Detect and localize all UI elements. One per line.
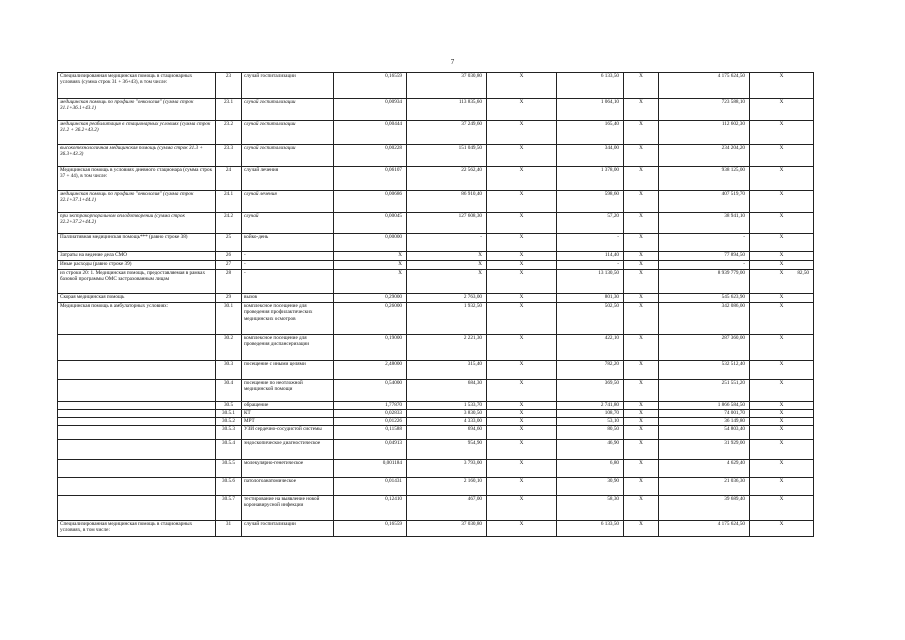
budget-per-capita-cell: X: [487, 426, 557, 440]
row-name-cell: [58, 410, 216, 418]
budget-total-cell: X: [624, 426, 659, 440]
budget-total-cell: X: [624, 380, 659, 402]
oms-per-capita-cell: 344,00: [557, 145, 624, 167]
budget-per-capita-cell: X: [487, 213, 557, 234]
row-code-cell: 29: [216, 294, 242, 303]
cost-per-unit-cell: 86 910,40: [407, 191, 487, 213]
budget-per-capita-cell: X: [487, 496, 557, 521]
volume-cell: X: [334, 261, 407, 270]
oms-per-capita-cell: 30,90: [557, 478, 624, 496]
table-row: [58, 335, 814, 361]
row-code-cell: 30.3: [216, 361, 242, 380]
row-name-cell: Паллиативная медицинская помощь*** (равно строке 38): [58, 234, 216, 252]
oms-total-cell: 938 125,00: [659, 167, 750, 191]
oms-per-capita-cell: 369,50: [557, 380, 624, 402]
cost-per-unit-cell: 37 249,60: [407, 121, 487, 145]
row-code-cell: 26: [216, 252, 242, 261]
table-row: [58, 145, 814, 167]
table-row: [58, 294, 814, 303]
row-unit-cell: УЗИ сердечно-сосудистой системы: [242, 426, 334, 440]
budget-per-capita-cell: X: [487, 234, 557, 252]
row-name-cell: [58, 402, 216, 410]
budget-total-cell: X: [624, 460, 659, 478]
oms-total-cell: 251 551,20: [659, 380, 750, 402]
oms-per-capita-cell: 2 741,80: [557, 402, 624, 410]
volume-cell: 1,77870: [334, 402, 407, 410]
budget-per-capita-cell: X: [487, 167, 557, 191]
row-name-cell: Иные расходы (равно строке 39): [58, 261, 216, 270]
volume-cell: 0,00228: [334, 145, 407, 167]
table-row: [58, 426, 814, 440]
volume-cell: 0,11588: [334, 426, 407, 440]
table-row: [58, 121, 814, 145]
row-code-cell: 25: [216, 234, 242, 252]
row-code-cell: 30.5.4: [216, 440, 242, 460]
row-unit-cell: комплексное посещение для проведения профилактических медицинских осмотров: [242, 303, 334, 335]
table-row: [58, 234, 814, 252]
volume-cell: 0,16559: [334, 73, 407, 99]
volume-cell: 0,06107: [334, 167, 407, 191]
oms-total-cell: 723 588,10: [659, 99, 750, 121]
oms-per-capita-cell: 422,10: [557, 335, 624, 361]
row-name-cell: [58, 440, 216, 460]
cost-per-unit-cell: 684,30: [407, 380, 487, 402]
row-name-cell: [58, 361, 216, 380]
page-number: 7: [450, 58, 455, 66]
budget-total-cell: X: [624, 478, 659, 496]
row-name-cell: [58, 426, 216, 440]
oms-per-capita-cell: 108,70: [557, 410, 624, 418]
budget-total-cell: X: [624, 270, 659, 294]
budget-total-cell: X: [624, 73, 659, 99]
row-code-cell: 23.1: [216, 99, 242, 121]
row-unit-cell: случай: [242, 213, 334, 234]
volume-cell: 0,54000: [334, 380, 407, 402]
budget-per-capita-cell: X: [487, 380, 557, 402]
row-code-cell: 24.1: [216, 191, 242, 213]
budget-per-capita-cell: X: [487, 261, 557, 270]
row-code-cell: 30.5.5: [216, 460, 242, 478]
percent-cell: X: [750, 418, 814, 426]
cost-per-unit-cell: 4 333,00: [407, 418, 487, 426]
oms-per-capita-cell: 6 133,50: [557, 521, 624, 537]
percent-cell: X: [750, 335, 814, 361]
oms-total-cell: 54 803,40: [659, 426, 750, 440]
percent-cell: [750, 270, 814, 294]
row-name-cell: Специализированная медицинская помощь в стационарных условиях (сумма строк 31 + 36+43), в том числе:: [58, 73, 216, 99]
volume-cell: 0,04913: [334, 440, 407, 460]
row-unit-cell: случай лечения: [242, 167, 334, 191]
oms-per-capita-cell: 114,40: [557, 252, 624, 261]
row-code-cell: 23.3: [216, 145, 242, 167]
percent-cell: X: [750, 234, 814, 252]
table-row: [58, 213, 814, 234]
table-row: [58, 252, 814, 261]
percent-cell: X: [750, 426, 814, 440]
row-unit-cell: комплексное посещение для проведения диспансеризации: [242, 335, 334, 361]
row-name-cell: медицинская помощь по профилю "онкология" (сумма строк 32.1+37.1+44.1): [58, 191, 216, 213]
budget-per-capita-cell: X: [487, 99, 557, 121]
budget-total-cell: X: [624, 213, 659, 234]
x-mark: X: [779, 270, 784, 276]
row-unit-cell: случай госпитализации: [242, 521, 334, 537]
volume-cell: 0,001184: [334, 460, 407, 478]
cost-per-unit-cell: 2 763,00: [407, 294, 487, 303]
row-code-cell: 31: [216, 521, 242, 537]
oms-total-cell: 77 894,50: [659, 252, 750, 261]
volume-cell: X: [334, 252, 407, 261]
budget-per-capita-cell: X: [487, 521, 557, 537]
table-row: [58, 361, 814, 380]
budget-total-cell: X: [624, 191, 659, 213]
table-row: [58, 270, 814, 294]
oms-total-cell: 4 629,40: [659, 460, 750, 478]
row-unit-cell: молекулярно-генетическое: [242, 460, 334, 478]
budget-per-capita-cell: X: [487, 270, 557, 294]
row-name-cell: из строки 20: 1. Медицинская помощь, предоставляемая в рамках базовой программы ОМС застрахованным лицам: [58, 270, 216, 294]
percent-cell: X: [750, 145, 814, 167]
row-name-cell: [58, 460, 216, 478]
cost-per-unit-cell: 1 932,50: [407, 303, 487, 335]
cost-per-unit-cell: 113 835,60: [407, 99, 487, 121]
oms-total-cell: 8 939 779,00: [659, 270, 750, 294]
row-name-cell: [58, 478, 216, 496]
budget-per-capita-cell: X: [487, 478, 557, 496]
budget-per-capita-cell: X: [487, 410, 557, 418]
row-name-cell: при экстракорпоральном оплодотворении (сумма строк 32.2+37.2+44.2): [58, 213, 216, 234]
oms-per-capita-cell: 57,20: [557, 213, 624, 234]
row-name-cell: высокотехнологичная медицинская помощь (сумма строк 31.3 + 36.3+43.3): [58, 145, 216, 167]
row-code-cell: 24: [216, 167, 242, 191]
percent-cell: X: [750, 410, 814, 418]
percent-cell: X: [750, 521, 814, 537]
row-code-cell: 30.5.7: [216, 496, 242, 521]
row-unit-cell: посещение с иными целями: [242, 361, 334, 380]
cost-per-unit-cell: 37 030,80: [407, 73, 487, 99]
row-name-cell: [58, 380, 216, 402]
percent-cell: X: [750, 361, 814, 380]
budget-per-capita-cell: X: [487, 440, 557, 460]
row-unit-cell: вызов: [242, 294, 334, 303]
oms-total-cell: 287 360,00: [659, 335, 750, 361]
percent-cell: X: [750, 294, 814, 303]
cost-per-unit-cell: X: [407, 261, 487, 270]
oms-total-cell: 4 175 624,50: [659, 73, 750, 99]
row-unit-cell: случай госпитализации: [242, 121, 334, 145]
percent-cell: X: [750, 478, 814, 496]
table-row: [58, 410, 814, 418]
budget-total-cell: X: [624, 440, 659, 460]
row-unit-cell: -: [242, 252, 334, 261]
oms-total-cell: -: [659, 234, 750, 252]
table-row: [58, 496, 814, 521]
percent-value: 82,50: [797, 270, 809, 276]
row-unit-cell: койко-день: [242, 234, 334, 252]
volume-cell: 2,48000: [334, 361, 407, 380]
oms-per-capita-cell: 13 130,50: [557, 270, 624, 294]
row-unit-cell: обращение: [242, 402, 334, 410]
budget-per-capita-cell: X: [487, 73, 557, 99]
volume-cell: 0,29000: [334, 294, 407, 303]
table-row: [58, 380, 814, 402]
row-unit-cell: случай госпитализации: [242, 145, 334, 167]
budget-total-cell: X: [624, 410, 659, 418]
cost-per-unit-cell: 315,40: [407, 361, 487, 380]
budget-total-cell: X: [624, 496, 659, 521]
percent-cell: X: [750, 496, 814, 521]
volume-cell: 0,26000: [334, 303, 407, 335]
percent-cell: X: [750, 167, 814, 191]
oms-per-capita-cell: 502,50: [557, 303, 624, 335]
percent-cell: X: [750, 252, 814, 261]
row-code-cell: 30.4: [216, 380, 242, 402]
cost-per-unit-cell: -: [407, 234, 487, 252]
oms-per-capita-cell: -: [557, 234, 624, 252]
oms-total-cell: 36 149,80: [659, 418, 750, 426]
row-unit-cell: КТ: [242, 410, 334, 418]
table-row: [58, 440, 814, 460]
oms-total-cell: 112 602,30: [659, 121, 750, 145]
row-name-cell: Скорая медицинская помощь: [58, 294, 216, 303]
percent-cell: X: [750, 99, 814, 121]
volume-cell: 0,00444: [334, 121, 407, 145]
row-code-cell: 30.5.3: [216, 426, 242, 440]
oms-per-capita-cell: 801,30: [557, 294, 624, 303]
cost-per-unit-cell: 127 608,30: [407, 213, 487, 234]
oms-total-cell: 545 623,90: [659, 294, 750, 303]
volume-cell: 0,00045: [334, 213, 407, 234]
table-row: [58, 167, 814, 191]
row-code-cell: 30.5.2: [216, 418, 242, 426]
percent-cell: X: [750, 303, 814, 335]
table-row: [58, 99, 814, 121]
row-name-cell: [58, 496, 216, 521]
volume-cell: 0,02833: [334, 410, 407, 418]
budget-total-cell: X: [624, 294, 659, 303]
oms-total-cell: 21 036,30: [659, 478, 750, 496]
budget-total-cell: X: [624, 303, 659, 335]
row-name-cell: медицинская помощь по профилю "онкология" (сумма строк 31.1+36.1+43.1): [58, 99, 216, 121]
row-name-cell: [58, 418, 216, 426]
budget-per-capita-cell: X: [487, 252, 557, 261]
cost-per-unit-cell: X: [407, 270, 487, 294]
row-code-cell: 30.1: [216, 303, 242, 335]
oms-per-capita-cell: 165,40: [557, 121, 624, 145]
cost-per-unit-cell: 2 221,30: [407, 335, 487, 361]
table-row: [58, 418, 814, 426]
row-code-cell: 30.5: [216, 402, 242, 410]
row-unit-cell: случай госпитализации: [242, 99, 334, 121]
volume-cell: 0,00934: [334, 99, 407, 121]
cost-per-unit-cell: 151 049,50: [407, 145, 487, 167]
budget-per-capita-cell: X: [487, 121, 557, 145]
table-row: [58, 402, 814, 410]
percent-cell: X: [750, 191, 814, 213]
row-unit-cell: случай лечения: [242, 191, 334, 213]
row-unit-cell: эндоскопическое диагностическое: [242, 440, 334, 460]
oms-total-cell: 407 519,70: [659, 191, 750, 213]
budget-total-cell: X: [624, 167, 659, 191]
budget-per-capita-cell: X: [487, 418, 557, 426]
cost-per-unit-cell: 1 533,70: [407, 402, 487, 410]
budget-per-capita-cell: X: [487, 145, 557, 167]
volume-cell: 0,01431: [334, 478, 407, 496]
oms-total-cell: 39 689,40: [659, 496, 750, 521]
budget-per-capita-cell: X: [487, 303, 557, 335]
row-name-cell: Медицинская помощь в условиях дневного стационара (сумма строк 37 + 44), в том числе:: [58, 167, 216, 191]
budget-per-capita-cell: X: [487, 191, 557, 213]
row-code-cell: 30.5.1: [216, 410, 242, 418]
percent-cell: X: [750, 380, 814, 402]
row-code-cell: 27: [216, 261, 242, 270]
oms-per-capita-cell: 80,50: [557, 426, 624, 440]
row-unit-cell: посещение по неотложной медицинской помощи: [242, 380, 334, 402]
cost-per-unit-cell: X: [407, 252, 487, 261]
row-code-cell: 28: [216, 270, 242, 294]
oms-per-capita-cell: 6 133,50: [557, 73, 624, 99]
oms-per-capita-cell: 53,10: [557, 418, 624, 426]
volume-cell: 0,12410: [334, 496, 407, 521]
tariff-table: [57, 72, 814, 537]
oms-per-capita-cell: -: [557, 261, 624, 270]
row-code-cell: 30.2: [216, 335, 242, 361]
budget-total-cell: X: [624, 121, 659, 145]
budget-total-cell: X: [624, 145, 659, 167]
percent-cell: X: [750, 440, 814, 460]
oms-total-cell: 532 512,40: [659, 361, 750, 380]
budget-total-cell: X: [624, 261, 659, 270]
oms-per-capita-cell: 58,30: [557, 496, 624, 521]
oms-total-cell: 1 866 584,50: [659, 402, 750, 410]
oms-per-capita-cell: 46,90: [557, 440, 624, 460]
volume-cell: X: [334, 270, 407, 294]
oms-total-cell: -: [659, 261, 750, 270]
cost-per-unit-cell: 37 030,80: [407, 521, 487, 537]
cost-per-unit-cell: 694,60: [407, 426, 487, 440]
cost-per-unit-cell: 3 793,00: [407, 460, 487, 478]
table-row: [58, 73, 814, 99]
budget-total-cell: X: [624, 252, 659, 261]
percent-cell: X: [750, 121, 814, 145]
oms-total-cell: 38 941,10: [659, 213, 750, 234]
row-name-cell: [58, 335, 216, 361]
budget-per-capita-cell: X: [487, 294, 557, 303]
oms-per-capita-cell: 1 378,00: [557, 167, 624, 191]
cost-per-unit-cell: 3 830,50: [407, 410, 487, 418]
oms-per-capita-cell: 1 064,10: [557, 99, 624, 121]
row-unit-cell: -: [242, 261, 334, 270]
row-unit-cell: тестирование на выявление новой коронавирусной инфекции: [242, 496, 334, 521]
budget-total-cell: X: [624, 402, 659, 410]
table-row: [58, 303, 814, 335]
row-name-cell: Медицинская помощь в амбулаторных условиях:: [58, 303, 216, 335]
row-unit-cell: патологоанатомическое: [242, 478, 334, 496]
percent-cell: X: [750, 73, 814, 99]
row-name-cell: Специализированная медицинская помощь в стационарных условиях, в том числе:: [58, 521, 216, 537]
percent-cell: X: [750, 460, 814, 478]
row-unit-cell: -: [242, 270, 334, 294]
volume-cell: 0,00686: [334, 191, 407, 213]
budget-total-cell: X: [624, 521, 659, 537]
volume-cell: 0,16559: [334, 521, 407, 537]
oms-total-cell: 31 929,00: [659, 440, 750, 460]
budget-total-cell: X: [624, 335, 659, 361]
row-name-cell: Затраты на ведение дела СМО: [58, 252, 216, 261]
oms-total-cell: 234 204,20: [659, 145, 750, 167]
budget-per-capita-cell: X: [487, 402, 557, 410]
cost-per-unit-cell: 22 562,40: [407, 167, 487, 191]
percent-cell: X: [750, 213, 814, 234]
table-row: [58, 261, 814, 270]
row-code-cell: 30.5.6: [216, 478, 242, 496]
percent-cell: X: [750, 402, 814, 410]
cost-per-unit-cell: 954,90: [407, 440, 487, 460]
budget-total-cell: X: [624, 361, 659, 380]
row-unit-cell: случай госпитализации: [242, 73, 334, 99]
volume-cell: 0,01226: [334, 418, 407, 426]
table-row: [58, 460, 814, 478]
row-name-cell: медицинская реабилитация в стационарных условиях (сумма строк 31.2 + 36.2+43.2): [58, 121, 216, 145]
oms-per-capita-cell: 6,80: [557, 460, 624, 478]
volume-cell: 0,00000: [334, 234, 407, 252]
table-row: [58, 478, 814, 496]
cost-per-unit-cell: 2 160,10: [407, 478, 487, 496]
cost-per-unit-cell: 467,00: [407, 496, 487, 521]
budget-per-capita-cell: X: [487, 335, 557, 361]
row-code-cell: 24.2: [216, 213, 242, 234]
oms-total-cell: 74 001,70: [659, 410, 750, 418]
budget-per-capita-cell: X: [487, 460, 557, 478]
table-row: [58, 521, 814, 537]
volume-cell: 0,19000: [334, 335, 407, 361]
row-unit-cell: МРТ: [242, 418, 334, 426]
budget-total-cell: X: [624, 99, 659, 121]
budget-total-cell: X: [624, 418, 659, 426]
row-code-cell: 23.2: [216, 121, 242, 145]
budget-total-cell: X: [624, 234, 659, 252]
row-code-cell: 23: [216, 73, 242, 99]
budget-per-capita-cell: X: [487, 361, 557, 380]
table-row: [58, 191, 814, 213]
oms-per-capita-cell: 782,20: [557, 361, 624, 380]
oms-total-cell: 4 175 624,50: [659, 521, 750, 537]
percent-cell: X: [750, 261, 814, 270]
oms-total-cell: 342 086,00: [659, 303, 750, 335]
oms-per-capita-cell: 598,60: [557, 191, 624, 213]
